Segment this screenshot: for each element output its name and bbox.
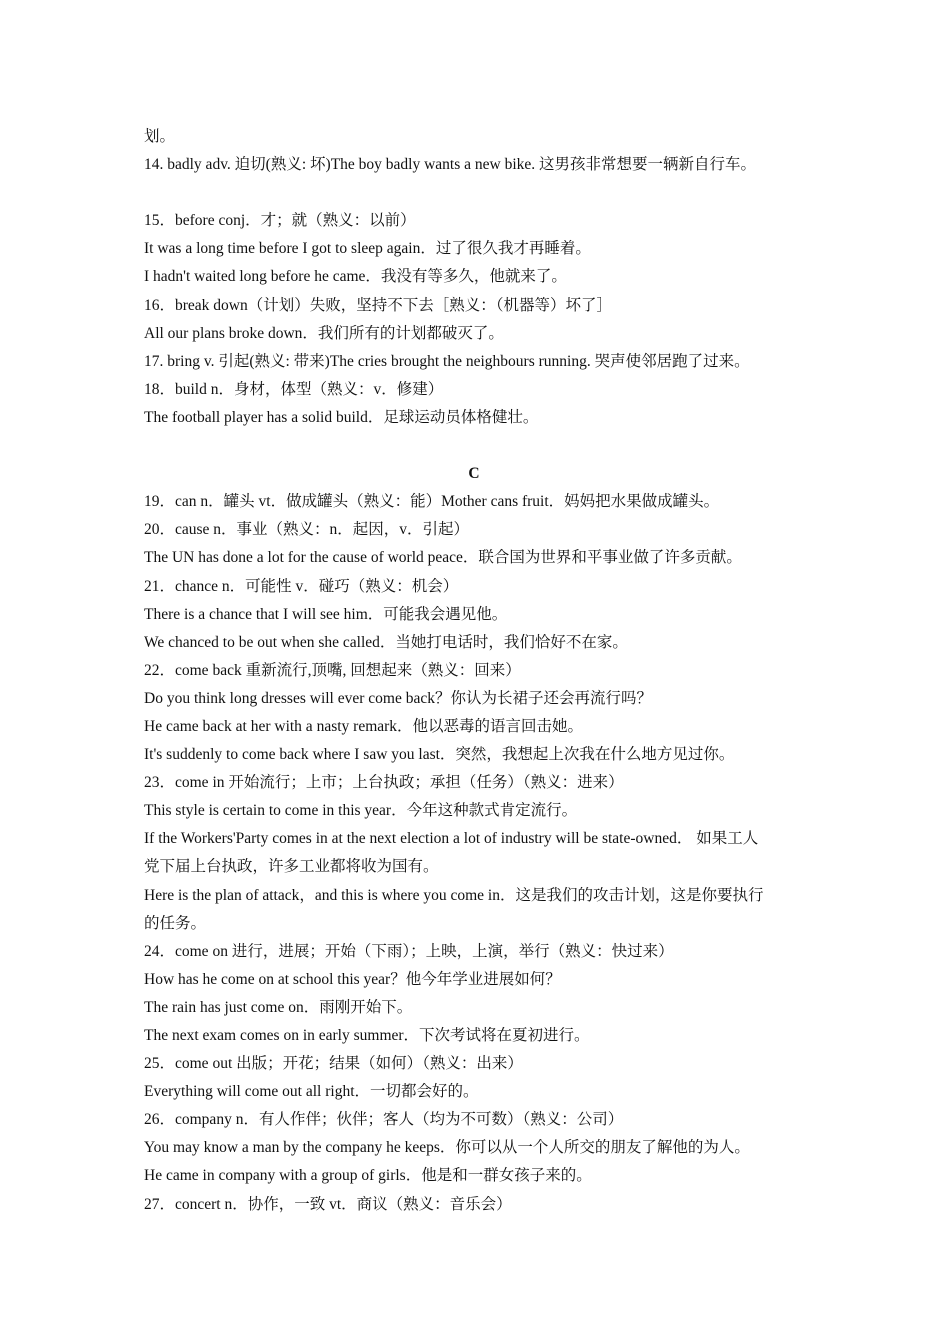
- text-line: I hadn't waited long before he came．我没有等多久，他就来了。: [144, 268, 567, 286]
- text-line: The rain has just come on．雨刚开始下。: [144, 998, 413, 1016]
- text-line: He came back at her with a nasty remark．他以恶毒的语言回击她。: [144, 717, 584, 735]
- text-line: The UN has done a lot for the cause of world peace．联合国为世界和平事业做了许多贡献。: [144, 549, 742, 567]
- text-line: 14. badly adv. 迫切(熟义: 坏)The boy badly wants a new bike. 这男孩非常想要一辆新自行车。: [144, 156, 757, 174]
- document-body: [144, 123, 834, 1219]
- blank-line: [144, 179, 834, 207]
- text-line: 26．company n．有人作伴；伙伴；客人（均为不可数）（熟义：公司）: [144, 1111, 624, 1129]
- text-line: The football player has a solid build．足球运动员体格健壮。: [144, 408, 539, 426]
- blank-line: [144, 432, 834, 460]
- text-line: 16．break down（计划）失败，坚持不下去［熟义：（机器等）坏了］: [144, 296, 612, 314]
- text-line: 19．can n．罐头 vt．做成罐头（熟义：能）Mother cans fruit．妈妈把水果做成罐头。: [144, 493, 720, 511]
- text-line: Here is the plan of attack，and this is where you come in．这是我们的攻击计划，这是你要执行: [144, 886, 764, 904]
- text-line: There is a chance that I will see him．可能我会遇见他。: [144, 605, 508, 623]
- text-line: 27．concert n．协作，一致 vt．商议（熟义：音乐会）: [144, 1195, 512, 1213]
- text-line: 24．come on 进行，进展；开始（下雨）；上映，上演，举行（熟义：快过来）: [144, 942, 674, 960]
- text-line: He came in company with a group of girls．他是和一群女孩子来的。: [144, 1167, 592, 1185]
- text-line: 的任务。: [144, 914, 207, 932]
- text-line: All our plans broke down．我们所有的计划都破灭了。: [144, 324, 504, 342]
- text-line: We chanced to be out when she called．当她打电话时，我们恰好不在家。: [144, 633, 628, 651]
- text-line: You may know a man by the company he keeps．你可以从一个人所交的朋友了解他的为人。: [144, 1139, 750, 1157]
- text-line: 20．cause n．事业（熟义：n．起因，v．引起）: [144, 521, 470, 539]
- text-line: 22．come back 重新流行,顶嘴, 回想起来（熟义：回来）: [144, 661, 521, 679]
- text-line: 15．before conj．才；就（熟义：以前）: [144, 212, 416, 230]
- text-line: 21．chance n．可能性 v．碰巧（熟义：机会）: [144, 577, 459, 595]
- text-line: 17. bring v. 引起(熟义: 带来)The cries brought the neighbours running. 哭声使邻居跑了过来。: [144, 352, 750, 370]
- text-line: 25．come out 出版；开花；结果（如何）（熟义：出来）: [144, 1055, 523, 1073]
- text-line: The next exam comes on in early summer．下次考试将在夏初进行。: [144, 1027, 590, 1044]
- text-line: 18．build n．身材，体型（熟义：v．修建）: [144, 380, 444, 398]
- text-line: It's suddenly to come back where I saw you last．突然，我想起上次我在什么地方见过你。: [144, 746, 735, 764]
- text-line: 划。: [144, 128, 176, 145]
- text-line: 23．come in 开始流行；上市；上台执政；承担（任务）（熟义：进来）: [144, 774, 624, 792]
- section-heading: C: [468, 465, 480, 483]
- text-line: This style is certain to come in this year．今年这种款式肯定流行。: [144, 802, 578, 820]
- text-line: How has he come on at school this year？他今年学业进展如何？: [144, 970, 561, 988]
- text-line: It was a long time before I got to sleep again．过了很久我才再睡着。: [144, 240, 591, 258]
- text-line: 党下届上台执政，许多工业都将收为国有。: [144, 858, 439, 876]
- text-line: If the Workers'Party comes in at the next election a lot of industry will be state-owned． 如果工人: [144, 830, 759, 848]
- text-line: Everything will come out all right．一切都会好的。: [144, 1083, 479, 1101]
- text-line: Do you think long dresses will ever come back？你认为长裙子还会再流行吗？: [144, 689, 652, 707]
